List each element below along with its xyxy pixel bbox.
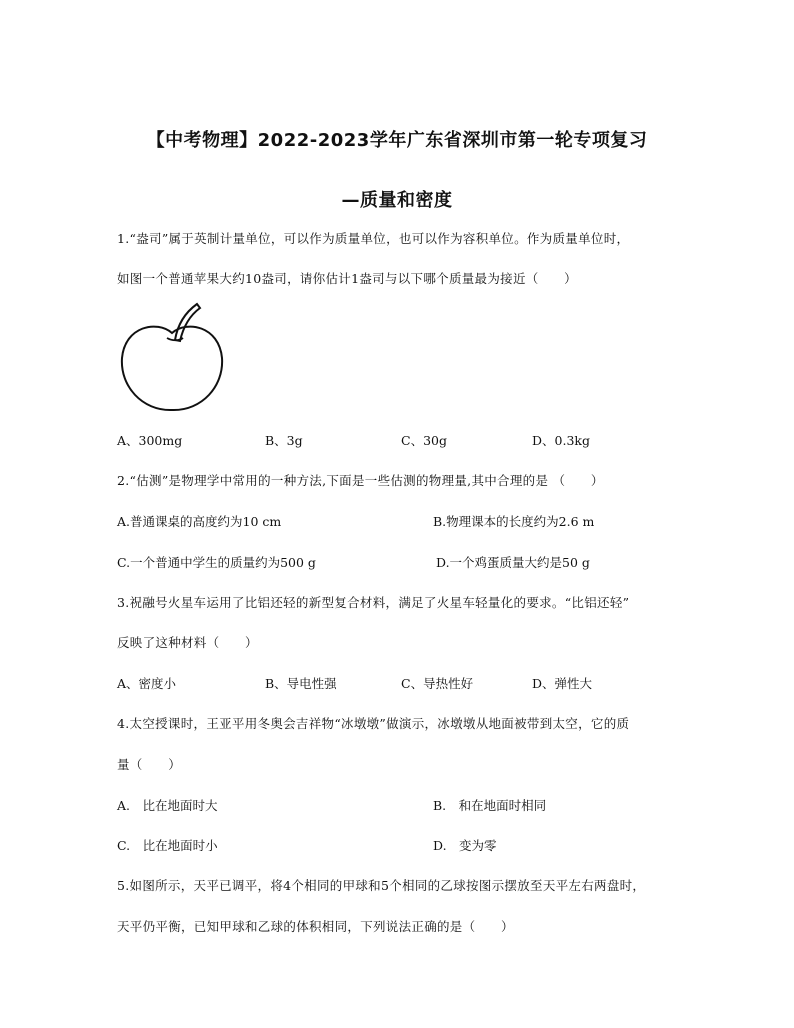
question-4-option-d: D. 变为零 [433, 838, 497, 853]
question-1-line-2: 如图一个普通苹果大约10盎司，请你估计1盎司与以下哪个质量最为接近（ ） [117, 271, 577, 286]
apple-illustration [117, 298, 227, 413]
question-1-option-a: A、300mg [117, 433, 183, 448]
question-2-option-b: B.物理课本的长度约为2.6 m [433, 514, 595, 529]
question-4-option-a: A. 比在地面时大 [117, 798, 218, 813]
question-3-option-b: B、导电性强 [265, 676, 337, 691]
question-2-option-d: D.一个鸡蛋质量大约是50 g [436, 555, 590, 570]
question-3-option-c: C、导热性好 [401, 676, 474, 691]
question-1-line-1: 1.“盎司”属于英制计量单位，可以作为质量单位，也可以作为容积单位。作为质量单位时， [117, 231, 630, 246]
question-1-option-c: C、30g [401, 433, 447, 448]
question-5-line-2: 天平仍平衡，已知甲球和乙球的体积相同，下列说法正确的是（ ） [117, 919, 514, 934]
question-1-option-b: B、3g [265, 433, 303, 448]
question-2-option-c: C.一个普通中学生的质量约为500 g [117, 555, 316, 570]
question-4-option-b: B. 和在地面时相同 [433, 798, 547, 813]
question-2-option-a: A.普通课桌的高度约为10 cm [117, 514, 282, 529]
question-3-line-2: 反映了这种材料（ ） [117, 635, 258, 650]
question-1-option-d: D、0.3kg [532, 433, 590, 448]
document-subtitle: —质量和密度 [341, 190, 453, 211]
question-3-line-1: 3.祝融号火星车运用了比铝还轻的新型复合材料，满足了火星车轻量化的要求。“比铝还轻” [117, 595, 630, 610]
question-2-line-1: 2.“估测”是物理学中常用的一种方法,下面是一些估测的物理量,其中合理的是 （ ） [117, 473, 604, 488]
question-3-option-a: A、密度小 [117, 676, 177, 691]
question-4-line-1: 4.太空授课时，王亚平用冬奥会吉祥物“冰墩墩”做演示，冰墩墩从地面被带到太空，它的质 [117, 716, 630, 731]
document-title: 【中考物理】2022-2023学年广东省深圳市第一轮专项复习 [146, 130, 648, 151]
question-4-line-2: 量（ ） [117, 757, 182, 772]
question-4-option-c: C. 比在地面时小 [117, 838, 218, 853]
question-5-line-1: 5.如图所示，天平已调平，将4个相同的甲球和5个相同的乙球按图示摆放至天平左右两盘时， [117, 878, 646, 893]
question-3-option-d: D、弹性大 [532, 676, 593, 691]
